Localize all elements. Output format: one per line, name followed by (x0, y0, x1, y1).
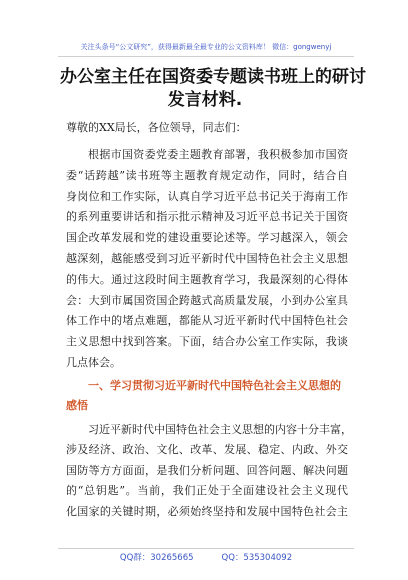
page-header (58, 40, 354, 57)
paragraph-intro (66, 145, 348, 374)
heading-line: 感悟 (66, 399, 88, 412)
paragraph-section-one (66, 420, 352, 522)
text-line: 国企改革发展和党的建设重要论述等。学习越深入，领会 (66, 231, 348, 245)
page-footer (58, 548, 354, 563)
text-line: 的“总钥匙”。当前，我们正处于全面建设社会主义现代 (66, 484, 348, 498)
text-line: 身岗位和工作实际，认真自学习近平总书记关于海南工作 (66, 189, 348, 203)
text-line: 的伟大。通过这段时间主题教育学习，我最深刻的心得体 (66, 272, 348, 286)
footer-qq: QQ：535304092 (221, 553, 293, 563)
text-line: 会：大到市属国资国企跨越式高质量发展，小到办公室具 (66, 293, 348, 307)
text-line: 习近平新时代中国特色社会主义思想的内容十分丰富， (88, 423, 352, 436)
text-line: 国防等方方面面，是我们分析问题、回答问题、解决问题 (66, 463, 348, 477)
title-line: 办公室主任在国资委专题读书班上的研讨 (60, 67, 366, 87)
document-title (60, 66, 366, 112)
salutation: 尊敬的XX局长，各位领导，同志们： (66, 121, 247, 134)
title-line: 发言材料. (167, 90, 243, 110)
section-heading (66, 376, 348, 416)
text-line: 越深刻，越能感受到习近平新时代中国特色社会主义思想 (66, 251, 348, 265)
text-line: 根据市国资委党委主题教育部署，我积极参加市国资 (88, 148, 348, 161)
text-line: 化国家的关键时期，必须始终坚持和发展中国特色社会主 (66, 504, 348, 518)
text-line: 几点体会。 (66, 355, 121, 369)
text-line: 的系列重要讲话和指示批示精神及习近平总书记关于国资 (66, 210, 348, 224)
text-line: 主义思想中找到答案。下面，结合办公室工作实际，我谈 (66, 335, 348, 349)
text-line: 涉及经济、政治、文化、改革、发展、稳定、内政、外交 (66, 443, 348, 457)
header-text: 关注头条号“公文研究”，获得最新最全最专业的公文资料库！ 微信：gongwenyj (80, 43, 332, 51)
footer-qq-group: QQ群：30265665 (119, 553, 194, 563)
text-line: 体工作中的堵点难题，都能从习近平新时代中国特色社会 (66, 314, 348, 328)
text-line: 委“话跨越”读书班等主题教育规定动作，同时，结合自 (66, 168, 348, 182)
heading-line: 一、学习贯彻习近平新时代中国特色社会主义思想的 (88, 379, 341, 392)
